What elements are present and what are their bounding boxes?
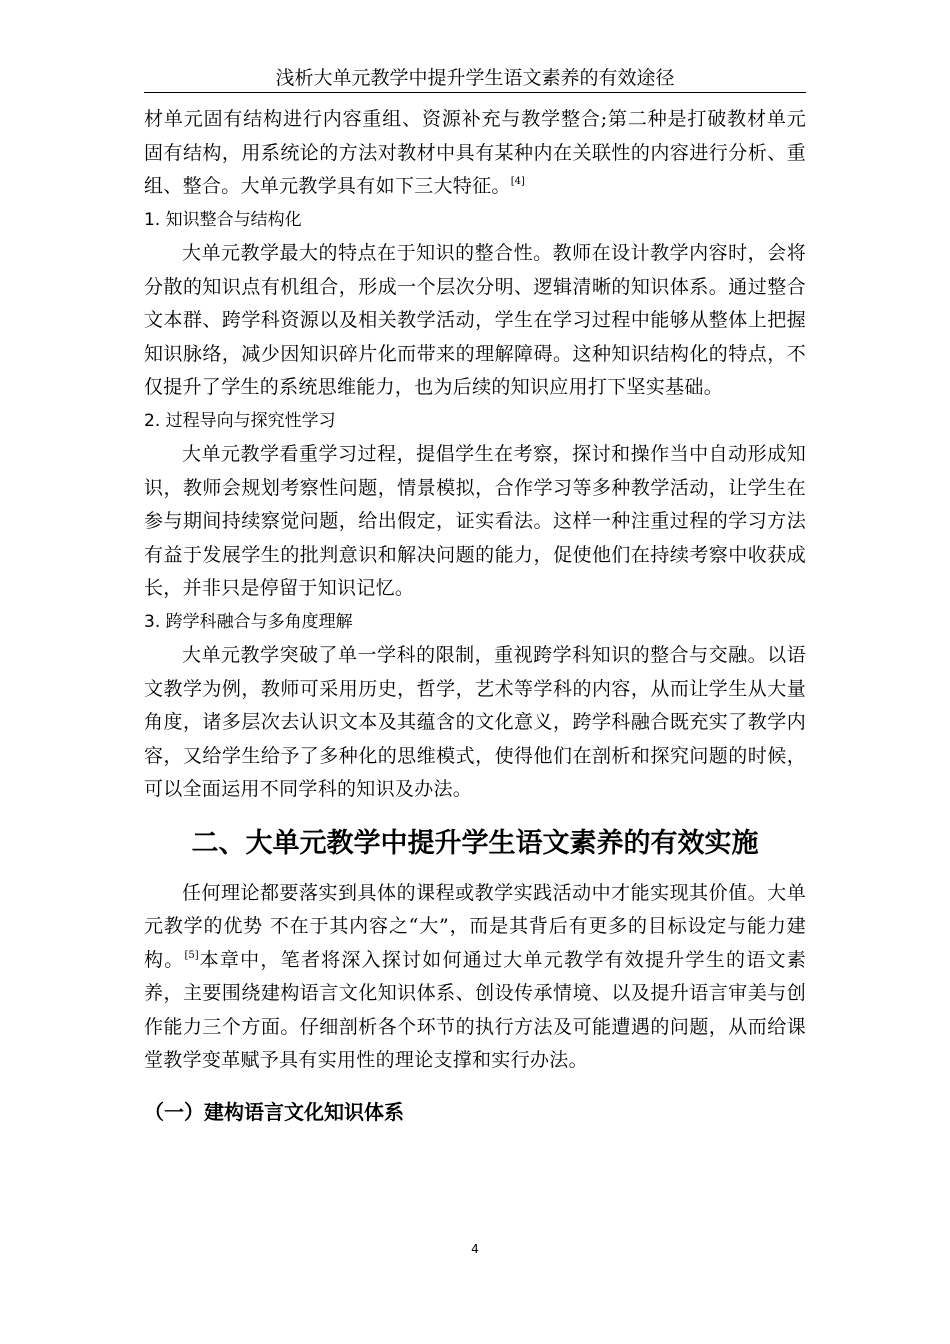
citation-4: [4] bbox=[510, 176, 525, 187]
feature-paragraph-1: 大单元教学最大的特点在于知识的整合性。教师在设计教学内容时，会将分散的知识点有机组合，形成一个层次分明、逻辑清晰的知识体系。通过整合文本群、跨学科资源以及相关教学活动，学生在学习过程中能够从整体上把握知识脉络，减少因知识碎片化而带来的理解障碍。这种知识结构化的特点，不仅提升了学生的系统思维能力，也为后续的知识应用打下坚实基础。 bbox=[144, 242, 806, 398]
body-text bbox=[144, 103, 806, 1132]
header-rule bbox=[144, 92, 806, 93]
running-header: 浅析大单元教学中提升学生语文素养的有效途径 bbox=[275, 67, 675, 89]
intro-text: 材单元固有结构进行内容重组、资源补充与教学整合;第二种是打破教材单元固有结构，用系统论的方法对教材中具有某种内在关联性的内容进行分析、重组、整合。大单元教学具有如下三大特征。 bbox=[144, 108, 806, 197]
feature-paragraph-3: 大单元教学突破了单一学科的限制，重视跨学科知识的整合与交融。以语文教学为例，教师可采用历史，哲学，艺术等学科的内容，从而让学生从大量角度，诸多层次去认识文本及其蕴含的文化意义，跨学科融合既充实了教学内容，又给学生给予了多种化的思维模式，使得他们在剖析和探究问题的时候，可以全面运用不同学科的知识及办法。 bbox=[144, 644, 806, 800]
feature-heading-1: 1. 知识整合与结构化 bbox=[144, 209, 302, 230]
chapter-text-part-1: 任何理论都要落实到具体的课程或教学实践活动中才能实现其价值。大单元教学的优势 不在于其内容之“大”，而是其背后有更多的目标设定与能力建构。 bbox=[144, 881, 806, 971]
feature-paragraph-2: 大单元教学看重学习过程，提倡学生在考察，探讨和操作当中自动形成知识，教师会规划考察性问题，情景模拟，合作学习等多种教学活动，让学生在参与期间持续察觉问题，给出假定，证实看法。这样一种注重过程的学习方法有益于发展学生的批判意识和解决问题的能力，促使他们在持续考察中收获成长，并非只是停留于知识记忆。 bbox=[144, 443, 806, 599]
page-number: 4 bbox=[471, 1242, 479, 1256]
section-title: （一）建构语言文化知识体系 bbox=[144, 1099, 404, 1124]
feature-heading-3: 3. 跨学科融合与多角度理解 bbox=[144, 611, 353, 632]
citation-5: [5] bbox=[184, 949, 199, 961]
feature-heading-2: 2. 过程导向与探究性学习 bbox=[144, 410, 336, 431]
chapter-paragraph bbox=[144, 877, 806, 1078]
chapter-title: 二、大单元教学中提升学生语文素养的有效实施 bbox=[191, 827, 759, 859]
intro-paragraph bbox=[144, 103, 806, 204]
chapter-text-part-2: 本章中，笔者将深入探讨如何通过大单元教学有效提升学生的语文素养，主要围绕建构语言文化知识体系、创设传承情境、以及提升语言审美与创作能力三个方面。仔细剖析各个环节的执行方法及可能遭遇的问题，从而给课堂教学变革赋予具有实用性的理论支撑和实行办法。 bbox=[144, 948, 806, 1071]
